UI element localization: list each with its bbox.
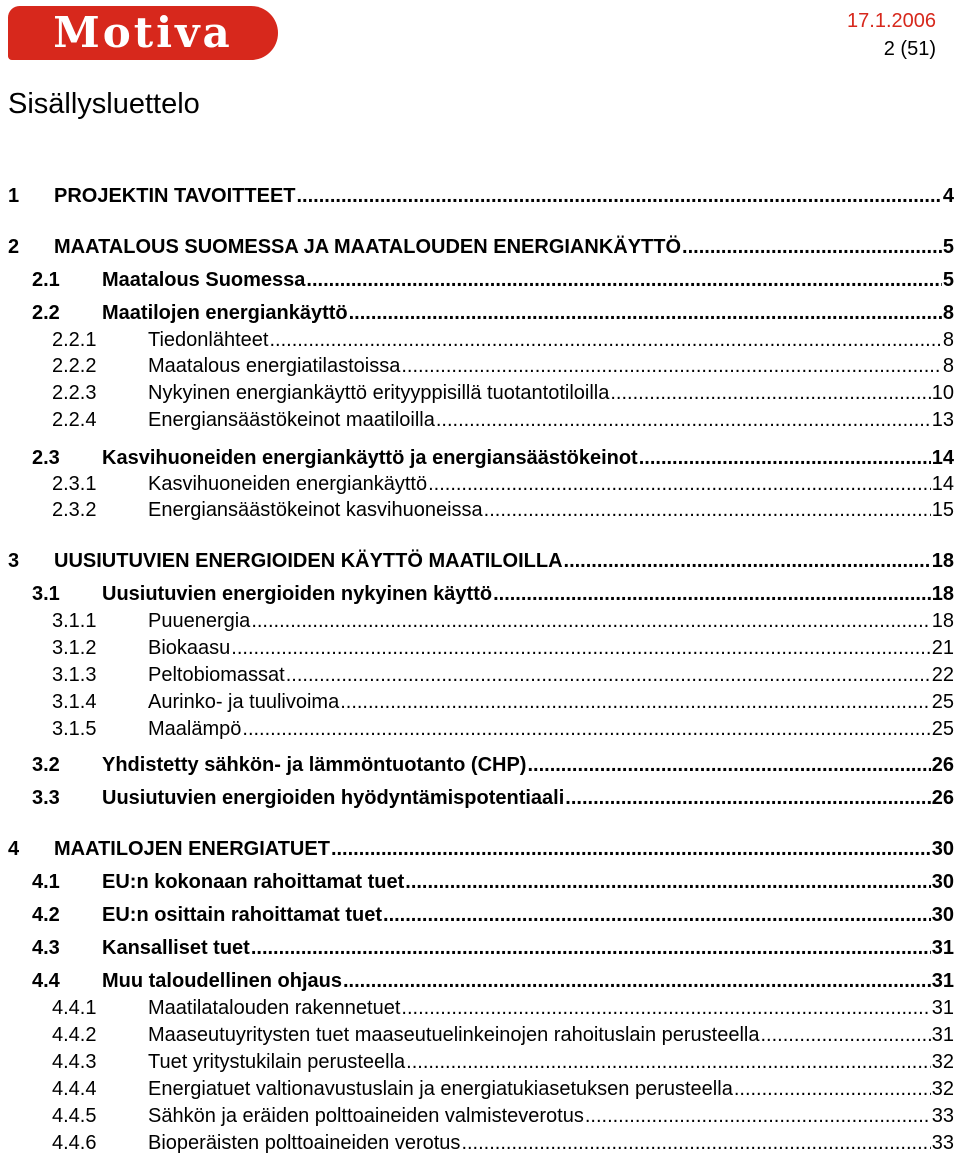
toc-entry-page: 25 <box>931 691 954 713</box>
toc-entry[interactable] <box>52 997 954 1023</box>
toc-entry[interactable] <box>32 754 954 780</box>
toc-entry-page: 8 <box>942 302 954 324</box>
toc-leader-dots <box>331 838 931 861</box>
toc-entry-title: Tuet yritystukilain perusteella <box>148 1051 406 1073</box>
toc-leader-dots <box>405 871 930 894</box>
toc-entry-number: 4.1 <box>32 871 60 893</box>
toc-entry-title: Puuenergia <box>148 610 251 632</box>
toc-leader-dots <box>242 718 930 741</box>
logo-text: Motiva <box>53 8 233 57</box>
toc-entry-page: 5 <box>942 236 954 258</box>
toc-entry[interactable] <box>52 473 954 499</box>
toc-entry-page: 31 <box>931 1024 954 1046</box>
toc-entry[interactable] <box>52 329 954 355</box>
toc-leader-dots <box>436 409 931 432</box>
toc-entry-page: 22 <box>931 664 954 686</box>
toc-entry-number: 3.1.2 <box>52 637 97 659</box>
toc-entry[interactable] <box>32 970 954 996</box>
toc-entry[interactable] <box>52 1024 954 1050</box>
toc-leader-dots <box>461 1132 930 1155</box>
toc-entry[interactable] <box>52 499 954 525</box>
toc-entry-title: Maalämpö <box>148 718 242 740</box>
toc-entry[interactable] <box>32 871 954 897</box>
toc-entry[interactable] <box>52 1105 954 1131</box>
toc-entry-page: 26 <box>931 787 954 809</box>
toc-entry-title: PROJEKTIN TAVOITTEET <box>54 185 296 207</box>
toc-entry-page: 18 <box>931 610 954 632</box>
toc-entry-title: EU:n kokonaan rahoittamat tuet <box>102 871 405 893</box>
toc-entry-title: Tiedonlähteet <box>148 329 269 351</box>
toc-entry-number: 2.2.2 <box>52 355 97 377</box>
toc-entry[interactable] <box>52 637 954 663</box>
toc-leader-dots <box>340 691 931 714</box>
toc-entry[interactable] <box>52 691 954 717</box>
toc-entry[interactable] <box>8 236 954 262</box>
toc-entry-page: 14 <box>931 473 954 495</box>
toc-entry-title: Biokaasu <box>148 637 231 659</box>
toc-entry-page: 18 <box>931 583 954 605</box>
toc-entry-number: 4.4.3 <box>52 1051 97 1073</box>
toc-entry-number: 4.4.6 <box>52 1132 97 1154</box>
toc-entry-page: 30 <box>931 838 954 860</box>
toc-entry-number: 3.3 <box>32 787 60 809</box>
toc-entry-title: Kasvihuoneiden energiankäyttö <box>148 473 428 495</box>
toc-entry[interactable] <box>52 1051 954 1077</box>
toc-entry[interactable] <box>52 718 954 744</box>
toc-leader-dots <box>564 550 931 573</box>
toc-leader-dots <box>610 382 930 405</box>
toc-entry[interactable] <box>52 1132 954 1158</box>
toc-entry-page: 8 <box>942 355 954 377</box>
motiva-logo <box>8 6 278 60</box>
toc-entry-number: 2.2.4 <box>52 409 97 431</box>
toc-entry[interactable] <box>8 550 954 576</box>
toc-entry-number: 3.1.4 <box>52 691 97 713</box>
toc-entry-page: 8 <box>942 329 954 351</box>
document-date: 17.1.2006 <box>847 10 936 32</box>
toc-entry-number: 2.3.1 <box>52 473 97 495</box>
toc-leader-dots <box>734 1078 931 1101</box>
toc-entry-page: 30 <box>931 871 954 893</box>
toc-entry-title: Sähkön ja eräiden polttoaineiden valmisteverotus <box>148 1105 584 1127</box>
toc-entry-page: 31 <box>931 970 954 992</box>
toc-leader-dots <box>484 499 931 522</box>
toc-entry-number: 2.1 <box>32 269 60 291</box>
toc-entry-page: 18 <box>931 550 954 572</box>
page-number: 2 (51) <box>883 38 936 60</box>
toc-entry-number: 3.2 <box>32 754 60 776</box>
toc-entry-page: 21 <box>931 637 954 659</box>
toc-leader-dots <box>428 473 931 496</box>
toc-entry[interactable] <box>32 583 954 609</box>
toc-leader-dots <box>306 269 941 292</box>
toc-entry-title: Nykyinen energiankäyttö erityyppisillä tuotantotiloilla <box>148 382 610 404</box>
toc-leader-dots <box>493 583 931 606</box>
toc-entry-number: 2.2.1 <box>52 329 97 351</box>
toc-entry-page: 4 <box>942 185 954 207</box>
toc-heading: Sisällysluettelo <box>8 88 200 120</box>
toc-entry[interactable] <box>52 382 954 408</box>
toc-entry-number: 3 <box>8 550 20 572</box>
toc-entry-number: 4.4.5 <box>52 1105 97 1127</box>
toc-entry-number: 4 <box>8 838 20 860</box>
toc-leader-dots <box>760 1024 930 1047</box>
toc-entry-title: Bioperäisten polttoaineiden verotus <box>148 1132 461 1154</box>
toc-entry-title: Kasvihuoneiden energiankäyttö ja energiansäästökeinot <box>102 447 638 469</box>
toc-leader-dots <box>682 236 942 259</box>
toc-entry-title: Uusiutuvien energioiden nykyinen käyttö <box>102 583 493 605</box>
toc-leader-dots <box>297 185 942 208</box>
toc-entry-number: 4.4.1 <box>52 997 97 1019</box>
toc-entry-number: 4.4.2 <box>52 1024 97 1046</box>
toc-entry[interactable] <box>8 838 954 864</box>
toc-entry-number: 2.2.3 <box>52 382 97 404</box>
toc-entry-page: 32 <box>931 1078 954 1100</box>
toc-entry[interactable] <box>32 787 954 813</box>
toc-leader-dots <box>251 610 930 633</box>
toc-entry-number: 2.3.2 <box>52 499 97 521</box>
toc-entry[interactable] <box>52 1078 954 1104</box>
toc-entry-number: 3.1.3 <box>52 664 97 686</box>
toc-entry-title: Energiansäästökeinot maatiloilla <box>148 409 435 431</box>
toc-entry-number: 4.4.4 <box>52 1078 97 1100</box>
toc-entry-title: Maatilojen energiankäyttö <box>102 302 348 324</box>
toc-entry-page: 25 <box>931 718 954 740</box>
toc-entry[interactable] <box>32 447 954 473</box>
toc-entry-title: MAATILOJEN ENERGIATUET <box>54 838 330 860</box>
toc-entry-title: Energiatuet valtionavustuslain ja energiatukiasetuksen perusteella <box>148 1078 733 1100</box>
toc-entry-title: EU:n osittain rahoittamat tuet <box>102 904 383 926</box>
toc-leader-dots <box>383 904 931 927</box>
toc-entry-page: 14 <box>931 447 954 469</box>
toc-leader-dots <box>639 447 931 470</box>
toc-leader-dots <box>401 997 930 1020</box>
toc-leader-dots <box>343 970 931 993</box>
toc-leader-dots <box>231 637 930 660</box>
toc-entry[interactable] <box>32 302 954 328</box>
toc-entry-title: Maatalous energiatilastoissa <box>148 355 401 377</box>
toc-entry-page: 13 <box>931 409 954 431</box>
toc-entry-number: 4.4 <box>32 970 60 992</box>
toc-leader-dots <box>401 355 942 378</box>
toc-entry-title: Energiansäästökeinot kasvihuoneissa <box>148 499 483 521</box>
toc-entry-page: 31 <box>931 997 954 1019</box>
toc-entry-title: Maaseutuyritysten tuet maaseutuelinkeinojen rahoituslain perusteella <box>148 1024 760 1046</box>
toc-entry-number: 3.1.5 <box>52 718 97 740</box>
toc-entry[interactable] <box>8 185 954 211</box>
toc-entry[interactable] <box>52 610 954 636</box>
toc-entry-title: Yhdistetty sähkön- ja lämmöntuotanto (CHP) <box>102 754 527 776</box>
toc-entry-title: UUSIUTUVIEN ENERGIOIDEN KÄYTTÖ MAATILOILLA <box>54 550 563 572</box>
toc-entry-page: 33 <box>931 1132 954 1154</box>
toc-entry[interactable] <box>52 355 954 381</box>
toc-entry-number: 2.2 <box>32 302 60 324</box>
toc-entry-number: 4.3 <box>32 937 60 959</box>
toc-entry-page: 10 <box>931 382 954 404</box>
toc-entry[interactable] <box>32 904 954 930</box>
toc-entry-page: 5 <box>942 269 954 291</box>
toc-entry-page: 33 <box>931 1105 954 1127</box>
toc-entry-number: 1 <box>8 185 20 207</box>
toc-entry-page: 31 <box>931 937 954 959</box>
toc-entry[interactable] <box>52 664 954 690</box>
toc-entry[interactable] <box>52 409 954 435</box>
toc-entry-page: 32 <box>931 1051 954 1073</box>
toc-leader-dots <box>406 1051 931 1074</box>
toc-entry-number: 2.3 <box>32 447 60 469</box>
toc-leader-dots <box>286 664 931 687</box>
toc-entry-page: 15 <box>931 499 954 521</box>
toc-leader-dots <box>565 787 930 810</box>
toc-entry-number: 3.1 <box>32 583 60 605</box>
toc-leader-dots <box>269 329 941 352</box>
toc-entry-page: 30 <box>931 904 954 926</box>
toc-entry[interactable] <box>32 269 954 295</box>
toc-entry-title: Muu taloudellinen ohjaus <box>102 970 342 992</box>
toc-leader-dots <box>527 754 930 777</box>
toc-entry-title: Kansalliset tuet <box>102 937 250 959</box>
toc-entry-number: 2 <box>8 236 20 258</box>
toc-entry-title: Maatilatalouden rakennetuet <box>148 997 401 1019</box>
toc-entry-number: 4.2 <box>32 904 60 926</box>
toc-entry-page: 26 <box>931 754 954 776</box>
toc-leader-dots <box>349 302 942 325</box>
toc-leader-dots <box>251 937 931 960</box>
toc-entry-title: Uusiutuvien energioiden hyödyntämispotentiaali <box>102 787 565 809</box>
toc-entry[interactable] <box>32 937 954 963</box>
toc-entry-title: Maatalous Suomessa <box>102 269 306 291</box>
toc-entry-title: Peltobiomassat <box>148 664 285 686</box>
toc-entry-title: Aurinko- ja tuulivoima <box>148 691 340 713</box>
toc-entry-title: MAATALOUS SUOMESSA JA MAATALOUDEN ENERGIANKÄYTTÖ <box>54 236 682 258</box>
toc-entry-number: 3.1.1 <box>52 610 97 632</box>
toc-leader-dots <box>585 1105 931 1128</box>
